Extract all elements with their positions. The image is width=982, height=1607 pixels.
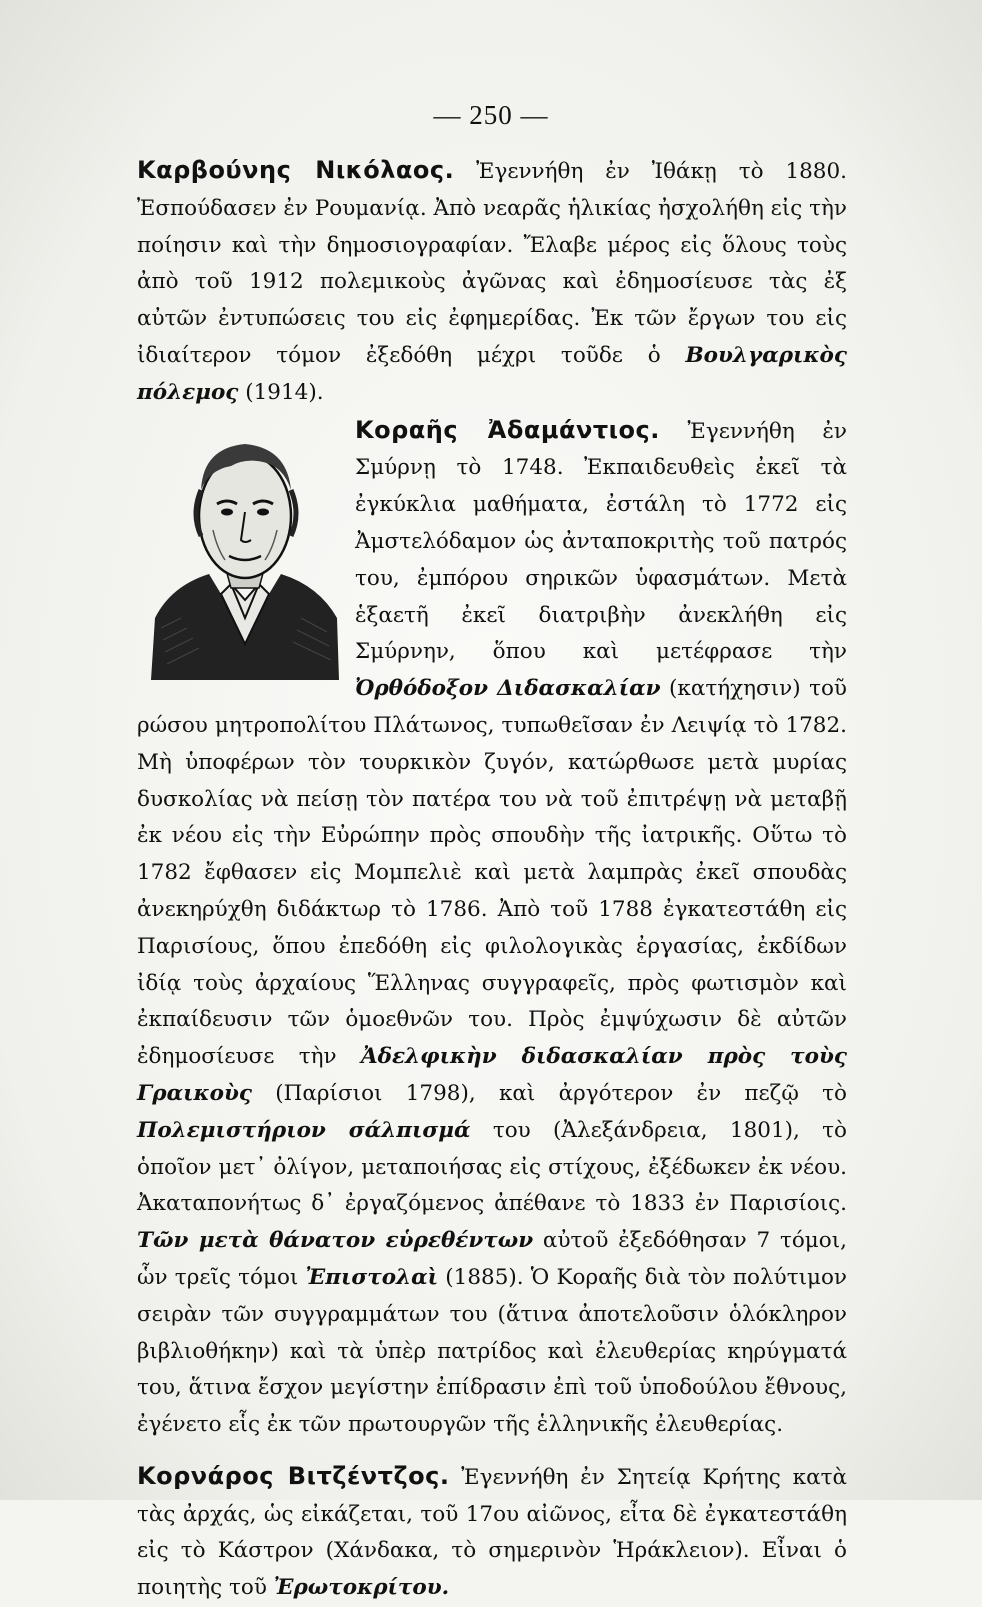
portrait-image bbox=[151, 418, 339, 680]
work-title: Ὀρθόδοξον Διδασκαλίαν bbox=[355, 676, 661, 702]
work-title: Πολεμιστήριον σάλπισμά bbox=[137, 1117, 471, 1143]
entry-karvounis bbox=[137, 152, 847, 412]
entry-text: (1885). Ὁ Κοραῆς διὰ τὸν πολύτιμον σειρὰν τῶν συγγραμμάτων του (ἅτινα ἀποτελοῦσιν ὁλόκληρον βιβλιοθήκην) καὶ τὰ ὑπὲρ πατρίδος καὶ ἐλευθερίας κηρύγματά του, ἅτινα ἔσχον μεγίστην ἐπίδρασιν ἐπὶ τοῦ ὑποδούλου ἔθνους, ἐγένετο εἷς ἐκ τῶν πρωτουργῶν τῆς ἑλληνικῆς ἐλευθερίας. bbox=[137, 1264, 848, 1438]
headword: Καρβούνης Νικόλαος. bbox=[137, 156, 455, 184]
entry-kornaros bbox=[137, 1458, 847, 1607]
work-title: Ἐπιστολαὶ bbox=[305, 1264, 439, 1290]
entry-text: αὐτοῦ ἐξεδόθησαν 7 τόμοι, ὧν τρεῖς τόμοι bbox=[137, 1228, 847, 1290]
entry-text: του (Ἀλεξάνδρεια, 1801), τὸ ὁποῖον μετ᾿ ὀλίγον, μεταποιήσας εἰς στίχους, ἐξέδωκεν ἐκ νέου. Ἀκαταπονήτως δ᾿ ἐργαζόμενος ἀπέθανε τὸ 1833 ἐν Παρισίοις. bbox=[137, 1117, 847, 1217]
entry-text: (1914). bbox=[238, 379, 324, 405]
entry-text: Ἐγεννήθη ἐν Σμύρνῃ τὸ 1748. Ἐκπαιδευθεὶς ἐκεῖ τὰ ἐγκύκλια μαθήματα, ἐστάλη τὸ 1772 εἰς Ἀμστελόδαμον ὡς ἀνταποκριτὴς τοῦ πατρός του, ἐμπόρου σηρικῶν ὑφασμάτων. Μετὰ ἑξαετῆ ἐκεῖ διατριβὴν ἀνεκλήθη εἰς Σμύρνην, ὅπου καὶ μετέφρασε τὴν bbox=[355, 418, 847, 665]
headword: Κοραῆς Ἀδαμάντιος. bbox=[355, 415, 660, 444]
work-title: Ἀδελφικὴν διδασκαλίαν πρὸς τοὺς Γραικοὺς bbox=[137, 1044, 847, 1106]
work-title: Ἐρωτοκρίτου. bbox=[273, 1575, 450, 1601]
page-number: — 250 — bbox=[433, 100, 549, 130]
entry-text: Ἐγεννήθη ἐν Σητείᾳ Κρήτης κατὰ τὰς ἀρχάς, ὡς εἰκάζεται, τοῦ 17ου αἰῶνος, εἶτα δὲ ἐγκατεστάθη εἰς τὸ Κάστρον (Χάνδακα, τὸ σημερινὸν Ἡράκλειον). Εἶναι ὁ ποιητὴς τοῦ bbox=[137, 1464, 847, 1601]
entry-text: (Παρίσιοι 1798), καὶ ἀργότερον ἐν πεζῷ τὸ bbox=[251, 1080, 847, 1106]
entry-korais bbox=[137, 412, 847, 1444]
text-column bbox=[137, 152, 847, 1607]
headword: Κορνάρος Βιτζέντζος. bbox=[137, 1461, 450, 1490]
work-title: Τῶν μετὰ θάνατον εὑρεθέντων bbox=[137, 1228, 534, 1254]
entry-text: Ἐγεννήθη ἐν Ἰθάκῃ τὸ 1880. Ἐσπούδασεν ἐν Ρουμανίᾳ. Ἀπὸ νεαρᾶς ἡλικίας ἠσχολήθη εἰς τὴν ποίησιν καὶ τὴν δημοσιογραφίαν. Ἔλαβε μέρος εἰς ὅλους τοὺς ἀπὸ τοῦ 1912 πολεμικοὺς ἀγῶνας καὶ ἐδημοσίευσε τὰς ἐξ αὐτῶν ἐντυπώσεις του εἰς ἐφημερίδας. Ἐκ τῶν ἔργων του εἰς ἰδιαίτερον τόμον ἐξεδόθη μέχρι τοῦδε ὁ bbox=[137, 159, 848, 368]
entry-text: (κατήχησιν) τοῦ ρώσου μητροπολίτου Πλάτωνος, τυπωθεῖσαν ἐν Λειψίᾳ τὸ 1782. Μὴ ὑποφέρων τὸν τουρκικὸν ζυγόν, κατώρθωσε μετὰ μυρίας δυσκολίας νὰ πείσῃ τὸν πατέρα του νὰ τοῦ ἐπιτρέψῃ νὰ μεταβῇ ἐκ νέου εἰς τὴν Εὐρώπην πρὸς σπουδὴν τῆς ἰατρικῆς. Οὕτω τὸ 1782 ἔφθασεν εἰς Μομπελιὲ καὶ μετὰ λαμπρὰς ἐκεῖ σπουδὰς ἀνεκηρύχθη διδάκτωρ τὸ 1786. Ἀπὸ τοῦ 1788 ἐγκατεστάθη εἰς Παρισίους, ὅπου ἐπεδόθη εἰς φιλολογικὰς ἐργασίας, ἐκδίδων ἰδίᾳ τοὺς ἀρχαίους Ἕλληνας συγγραφεῖς, πρὸς φωτισμὸν καὶ ἐκπαίδευσιν τῶν ὁμοεθνῶν του. Πρὸς ἐμψύχωσιν δὲ αὐτῶν ἐδημοσίευσε τὴν bbox=[137, 676, 848, 1070]
work-title: Βουλγαρικὸς πόλεμος bbox=[137, 342, 847, 405]
